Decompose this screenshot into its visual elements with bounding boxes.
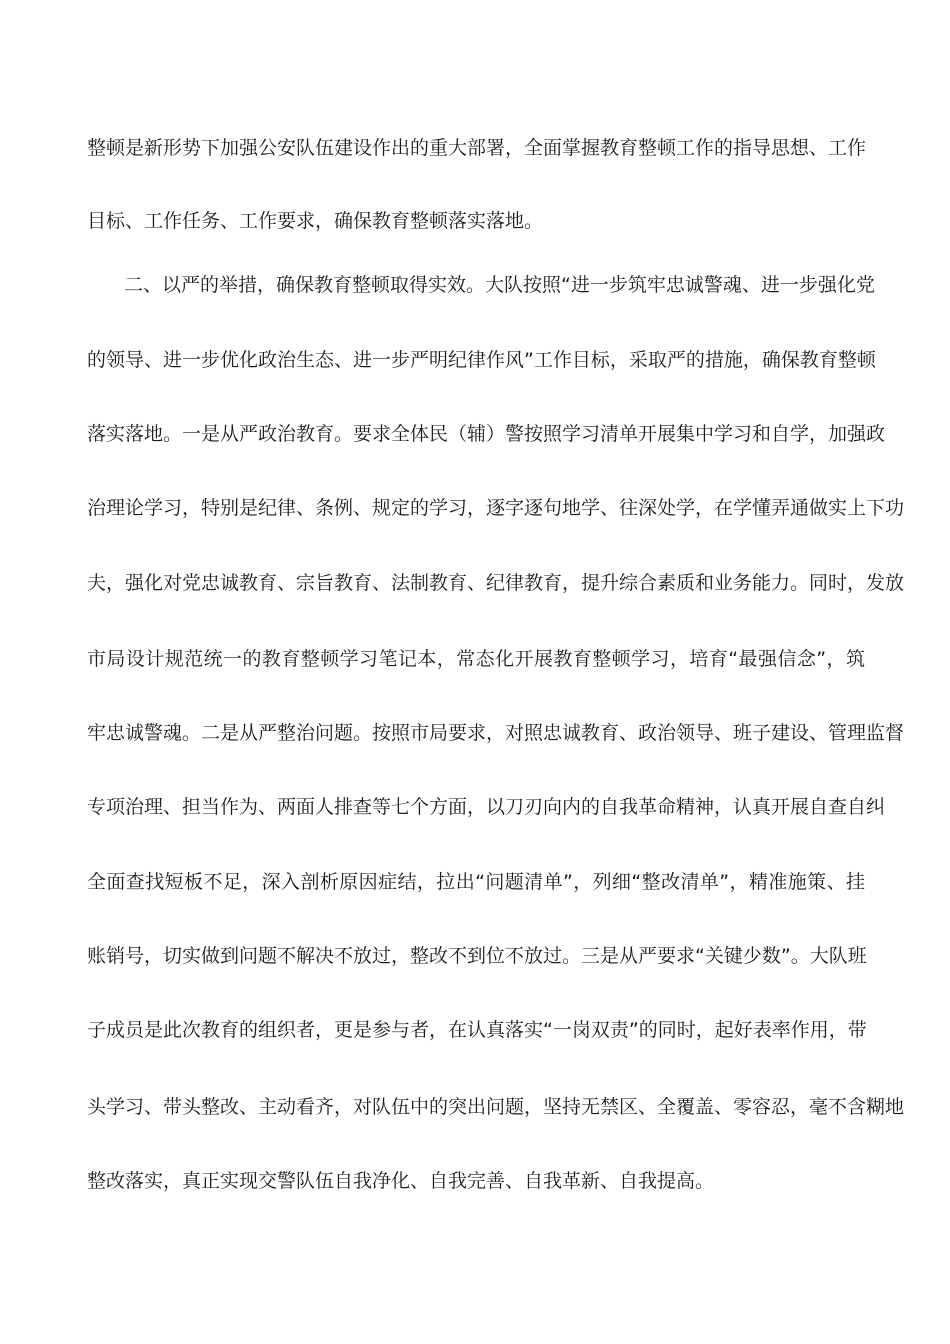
text-line: 账销号，切实做到问题不解决不放过，整改不到位不放过。三是从严要求“关键少数”。大队班	[87, 945, 867, 967]
text-line: 专项治理、担当作为、两面人排查等七个方面，以刀刃向内的自我革命精神，认真开展自查自纠	[87, 796, 886, 818]
paragraph-first-line: 二、以严的举措，确保教育整顿取得实效。大队按照“进一步筑牢忠诚警魂、进一步强化党	[124, 274, 875, 296]
text-line: 的领导、进一步优化政治生态、进一步严明纪律作风”工作目标，采取严的措施，确保教育整顿	[87, 349, 876, 371]
text-line: 目标、工作任务、工作要求，确保教育整顿落实落地。	[87, 210, 544, 232]
text-line: 落实落地。一是从严政治教育。要求全体民（辅）警按照学习清单开展集中学习和自学，加强政	[87, 423, 886, 445]
text-line: 全面查找短板不足，深入剖析原因症结，拉出“问题清单”，列细“整改清单”，精准施策、挂	[87, 871, 865, 893]
text-line: 牢忠诚警魂。二是从严整治问题。按照市局要求，对照忠诚教育、政治领导、班子建设、管理监督	[87, 722, 905, 744]
text-line: 整顿是新形势下加强公安队伍建设作出的重大部署，全面掌握教育整顿工作的指导思想、工作	[87, 137, 867, 159]
text-line: 头学习、带头整改、主动看齐，对队伍中的突出问题，坚持无禁区、全覆盖、零容忍，毫不含糊地	[87, 1096, 905, 1118]
text-line: 治理论学习，特别是纪律、条例、规定的学习，逐字逐句地学、往深处学，在学懂弄通做实上下功	[87, 497, 905, 519]
text-line: 整改落实，真正实现交警队伍自我净化、自我完善、自我革新、自我提高。	[87, 1170, 715, 1192]
text-line: 子成员是此次教育的组织者，更是参与者，在认真落实“一岗双责”的同时，起好表率作用，带	[87, 1019, 867, 1041]
text-line: 市局设计规范统一的教育整顿学习笔记本，常态化开展教育整顿学习，培育“最强信念”，筑	[87, 648, 865, 670]
text-line: 夫，强化对党忠诚教育、宗旨教育、法制教育、纪律教育，提升综合素质和业务能力。同时，发放	[87, 572, 905, 594]
